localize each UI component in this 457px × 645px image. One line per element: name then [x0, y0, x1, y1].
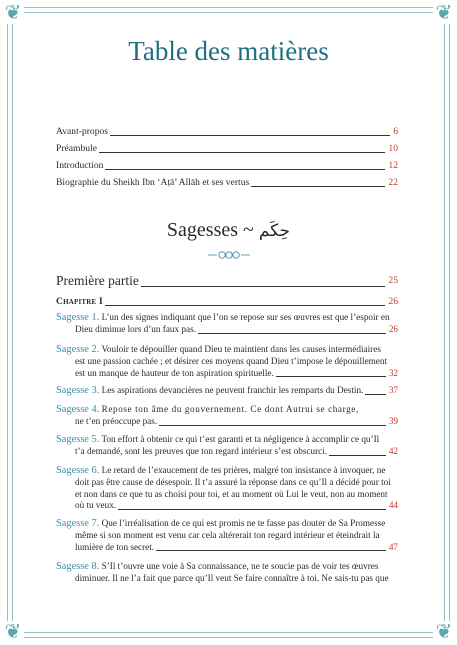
- toc-sagesse[interactable]: [56, 312, 398, 336]
- sagesse-text: Dieu diminue lors d’un faux pas.: [75, 323, 196, 334]
- dot-leader: [118, 509, 386, 510]
- page-title: Table des matières: [128, 36, 329, 66]
- sagesse-text: L’un des signes indiquant que l’on se repose sur ses œuvres est que l’espoir en: [101, 312, 390, 322]
- toc-sagesse[interactable]: [56, 434, 398, 458]
- toc-sagesse[interactable]: [56, 404, 398, 428]
- toc-entry[interactable]: [56, 160, 398, 172]
- toc-part[interactable]: [56, 273, 398, 289]
- sagesse-text: S’Il t’ouvre une voie à Sa connaissance, ne te soucie pas de voir tes œuvres: [101, 561, 379, 571]
- corner-ornament-icon: ❦: [433, 621, 455, 643]
- sagesse-text: Vouloir te dépouiller quand Dieu te maintient dans les causes intermédiaires: [101, 344, 381, 354]
- toc-part-page: 25: [388, 275, 398, 286]
- sagesse-label: Sagesse 6.: [56, 465, 100, 476]
- sagesse-text: ne t’en préoccupe pas.: [75, 415, 158, 426]
- sagesse-text: Les aspirations devancières ne peuvent franchir les remparts du Destin.: [101, 385, 364, 395]
- toc-part-label: Première partie: [56, 273, 139, 288]
- dot-leader: [329, 455, 386, 456]
- dot-leader: [276, 376, 386, 377]
- toc-chapter[interactable]: [56, 296, 398, 308]
- dot-leader: [198, 333, 386, 334]
- sagesse-label: Sagesse 1.: [56, 312, 100, 323]
- sagesse-text: est une passion cachée ; et désirer ces moyens quand Dieu t’impose le dépouillement: [75, 355, 388, 366]
- toc-entry[interactable]: [56, 126, 398, 138]
- sagesse-page: 32: [388, 367, 398, 378]
- dot-leader: [156, 550, 386, 551]
- sagesse-page: 39: [388, 415, 398, 426]
- sagesse-text: Repose ton âme du gouvernement. Ce dont Autrui se charge,: [101, 404, 359, 414]
- sagesse-text: Que l’irréalisation de ce qui est promis ne te fasse pas douter de Sa Promesse: [101, 518, 386, 528]
- toc-entry-page: 22: [388, 177, 398, 188]
- dot-leader: [105, 169, 385, 170]
- divider-ornament-icon: [208, 249, 250, 261]
- sagesse-page: 37: [388, 385, 398, 395]
- dot-leader: [159, 425, 386, 426]
- sagesse-label: Sagesse 4.: [56, 404, 100, 415]
- sagesse-text: Ton effort à obtenir ce qui t’est garanti et ta négligence à accomplir ce qu’Il: [101, 434, 380, 444]
- toc-chapter-page: 26: [388, 296, 398, 307]
- sagesse-text: diminuer. Il ne l’a fait que parce qu’Il veut Se faire connaître à toi. Ne sais-tu pas que: [75, 572, 389, 583]
- sagesse-text: est un manque de hauteur de ton aspiration spirituelle.: [75, 367, 274, 378]
- sagesse-text: et non dans ce que tu as choisi pour toi, et au moment où Lui le veut, non au moment: [75, 488, 388, 499]
- sagesse-label: Sagesse 3.: [56, 385, 100, 396]
- toc-chapter-label: Chapitre I: [56, 296, 103, 307]
- corner-ornament-icon: ❦: [2, 621, 24, 643]
- sagesse-page: 47: [388, 541, 398, 552]
- sagesse-text: Le retard de l’exaucement de tes prières, malgré ton insistance à invoquer, ne: [101, 465, 386, 475]
- toc-entry-page: 10: [388, 143, 398, 154]
- dot-leader: [99, 152, 385, 153]
- sagesse-text: où tu veux.: [75, 500, 117, 511]
- toc-sagesse[interactable]: [56, 344, 398, 379]
- toc-entry-label: Préambule: [56, 143, 98, 154]
- dot-leader: [365, 394, 385, 395]
- sagesse-text: lumière de ton secret.: [75, 541, 155, 552]
- toc-entry-page: 6: [393, 126, 398, 137]
- dot-leader: [251, 186, 385, 187]
- section-heading: [0, 219, 457, 242]
- toc-entry-label: Avant-propos: [56, 126, 109, 137]
- toc-sagesse[interactable]: [56, 518, 398, 553]
- sagesse-text: t’a demandé, sont les preuves que ton regard intérieur s’est obscurci.: [75, 445, 328, 456]
- toc-entry[interactable]: [56, 143, 398, 155]
- sagesse-label: Sagesse 2.: [56, 344, 100, 355]
- toc-sagesse[interactable]: [56, 465, 398, 512]
- sagesse-text: même si son moment est venu car cela altérerait ton regard intérieur et éteindrait la: [75, 529, 380, 540]
- sagesse-label: Sagesse 8.: [56, 561, 100, 572]
- section-heading-arabic: حِكَم: [258, 221, 291, 241]
- corner-ornament-icon: ❦: [433, 2, 455, 24]
- toc-sagesse[interactable]: [56, 385, 398, 397]
- dot-leader: [110, 135, 390, 136]
- sagesse-label: Sagesse 5.: [56, 434, 100, 445]
- sagesse-page: 42: [388, 445, 398, 456]
- dot-leader: [105, 305, 385, 306]
- toc-entry-label: Introduction: [56, 160, 104, 171]
- toc-entry-label: Biographie du Sheikh Ibn ‘Aṭā’ Allāh et ses vertus: [56, 177, 250, 188]
- sagesse-page: 26: [388, 323, 398, 334]
- toc-sagesse[interactable]: [56, 561, 398, 585]
- dot-leader: [141, 286, 386, 287]
- toc-entry[interactable]: [56, 177, 398, 189]
- corner-ornament-icon: ❦: [2, 2, 24, 24]
- sagesse-page: 44: [388, 500, 398, 511]
- toc-entry-page: 12: [388, 160, 398, 171]
- section-heading-text: Sagesses ~: [166, 219, 254, 241]
- sagesse-label: Sagesse 7.: [56, 518, 100, 529]
- sagesse-text: doit pas être cause de désespoir. Il t’a assuré la réponse dans ce qu’Il a décidé pour toi: [75, 476, 391, 487]
